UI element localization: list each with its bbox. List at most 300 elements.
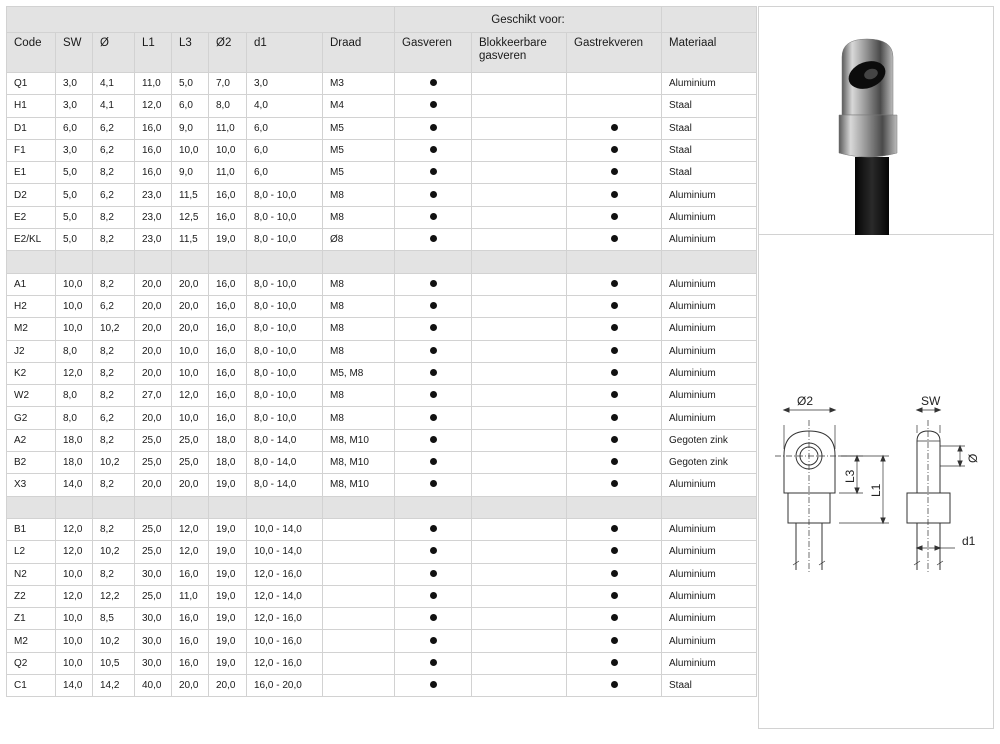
cell-d1: 8,0 - 10,0 xyxy=(247,295,323,317)
cell-gastrek xyxy=(567,429,662,451)
cell-code: Q1 xyxy=(7,73,56,95)
column-header: Ø xyxy=(93,33,135,73)
cell-code: M2 xyxy=(7,630,56,652)
cell-dia: 10,2 xyxy=(93,318,135,340)
bullet-icon xyxy=(611,280,618,287)
cell-sw: 10,0 xyxy=(56,608,93,630)
cell-l3: 9,0 xyxy=(172,162,209,184)
cell-materiaal: Aluminium xyxy=(662,630,757,652)
bullet-icon xyxy=(430,681,437,688)
cell-materiaal: Aluminium xyxy=(662,229,757,251)
table-row xyxy=(7,652,757,674)
cell-materiaal: Aluminium xyxy=(662,184,757,206)
cell-gasveren xyxy=(395,652,472,674)
cell-gastrek xyxy=(567,162,662,184)
cell-d2: 19,0 xyxy=(209,541,247,563)
cell-gastrek xyxy=(567,273,662,295)
cell-d1: 4,0 xyxy=(247,95,323,117)
cell-d2: 16,0 xyxy=(209,184,247,206)
cell-materiaal: Aluminium xyxy=(662,273,757,295)
cell-l1: 25,0 xyxy=(135,452,172,474)
cell-gasveren xyxy=(395,518,472,540)
table-row xyxy=(7,95,757,117)
bullet-icon xyxy=(430,347,437,354)
cell-gasveren xyxy=(395,407,472,429)
bullet-icon xyxy=(430,436,437,443)
cell-blokkeer xyxy=(472,95,567,117)
cell-sw: 5,0 xyxy=(56,184,93,206)
cell-gasveren xyxy=(395,474,472,496)
cell-l3: 12,5 xyxy=(172,206,209,228)
cell-dia: 8,2 xyxy=(93,518,135,540)
cell-gasveren xyxy=(395,675,472,697)
cell-gasveren xyxy=(395,608,472,630)
cell-code: H2 xyxy=(7,295,56,317)
cell-l1: 23,0 xyxy=(135,184,172,206)
cell-dia: 8,2 xyxy=(93,206,135,228)
cell-l3: 10,0 xyxy=(172,139,209,161)
bullet-icon xyxy=(430,191,437,198)
cell-l1: 16,0 xyxy=(135,139,172,161)
cell-dia: 12,2 xyxy=(93,585,135,607)
cell-gasveren xyxy=(395,541,472,563)
cell-draad: M8 xyxy=(323,407,395,429)
cell-draad: M8 xyxy=(323,385,395,407)
cell-l1: 20,0 xyxy=(135,318,172,340)
cell-draad: M8 xyxy=(323,340,395,362)
cell-blokkeer xyxy=(472,318,567,340)
cell-d1: 12,0 - 16,0 xyxy=(247,652,323,674)
cell-gasveren xyxy=(395,206,472,228)
cell-materiaal: Gegoten zink xyxy=(662,452,757,474)
cell-materiaal: Aluminium xyxy=(662,563,757,585)
cell-code: E1 xyxy=(7,162,56,184)
table-row xyxy=(7,385,757,407)
cell-dia: 6,2 xyxy=(93,295,135,317)
cell-gastrek xyxy=(567,117,662,139)
bullet-icon xyxy=(430,235,437,242)
bullet-icon xyxy=(611,614,618,621)
cell-gasveren xyxy=(395,273,472,295)
cell-draad: Ø8 xyxy=(323,229,395,251)
table-row xyxy=(7,407,757,429)
table-row xyxy=(7,184,757,206)
table-row xyxy=(7,162,757,184)
cell-gasveren xyxy=(395,452,472,474)
cell-blokkeer xyxy=(472,630,567,652)
cell-l1: 20,0 xyxy=(135,474,172,496)
bullet-icon xyxy=(611,124,618,131)
cell-blokkeer xyxy=(472,73,567,95)
column-header: L3 xyxy=(172,33,209,73)
bullet-icon xyxy=(611,347,618,354)
cell-gasveren xyxy=(395,184,472,206)
cell-draad: M5 xyxy=(323,117,395,139)
label-dia: Ø xyxy=(966,453,980,463)
bullet-icon xyxy=(430,592,437,599)
cell-dia: 8,2 xyxy=(93,563,135,585)
cell-gasveren xyxy=(395,95,472,117)
table-row xyxy=(7,452,757,474)
cell-d1: 6,0 xyxy=(247,162,323,184)
cell-l1: 30,0 xyxy=(135,608,172,630)
bullet-icon xyxy=(611,681,618,688)
bullet-icon xyxy=(430,213,437,220)
cell-code: X3 xyxy=(7,474,56,496)
column-header: Draad xyxy=(323,33,395,73)
cell-d1: 8,0 - 10,0 xyxy=(247,206,323,228)
cell-code: D1 xyxy=(7,117,56,139)
cell-gastrek xyxy=(567,585,662,607)
cell-d2: 8,0 xyxy=(209,95,247,117)
cell-d2: 19,0 xyxy=(209,630,247,652)
label-sw: SW xyxy=(921,394,941,408)
cell-sw: 10,0 xyxy=(56,563,93,585)
cell-gastrek xyxy=(567,518,662,540)
cell-code: W2 xyxy=(7,385,56,407)
cell-gasveren xyxy=(395,117,472,139)
cell-d2: 10,0 xyxy=(209,139,247,161)
cell-gasveren xyxy=(395,585,472,607)
bullet-icon xyxy=(611,547,618,554)
cell-l1: 20,0 xyxy=(135,295,172,317)
cell-d2: 19,0 xyxy=(209,563,247,585)
bullet-icon xyxy=(430,458,437,465)
cell-d2: 16,0 xyxy=(209,295,247,317)
cell-d1: 8,0 - 10,0 xyxy=(247,340,323,362)
bullet-icon xyxy=(430,391,437,398)
column-header: Ø2 xyxy=(209,33,247,73)
bullet-icon xyxy=(430,101,437,108)
bullet-icon xyxy=(611,302,618,309)
cell-sw: 14,0 xyxy=(56,474,93,496)
table-row xyxy=(7,675,757,697)
label-d2: Ø2 xyxy=(797,394,814,408)
section-separator xyxy=(7,251,757,273)
cell-materiaal: Aluminium xyxy=(662,541,757,563)
cell-gastrek xyxy=(567,541,662,563)
cell-d2: 16,0 xyxy=(209,206,247,228)
cell-code: E2 xyxy=(7,206,56,228)
cell-d1: 12,0 - 16,0 xyxy=(247,608,323,630)
bullet-icon xyxy=(611,458,618,465)
cell-blokkeer xyxy=(472,474,567,496)
bullet-icon xyxy=(611,592,618,599)
cell-sw: 12,0 xyxy=(56,585,93,607)
cell-d1: 12,0 - 14,0 xyxy=(247,585,323,607)
cell-code: N2 xyxy=(7,563,56,585)
header-row-group xyxy=(7,7,757,33)
bullet-icon xyxy=(430,414,437,421)
cell-materiaal: Aluminium xyxy=(662,518,757,540)
cell-d1: 8,0 - 10,0 xyxy=(247,407,323,429)
cell-gasveren xyxy=(395,429,472,451)
column-header: SW xyxy=(56,33,93,73)
cell-materiaal: Aluminium xyxy=(662,474,757,496)
cell-blokkeer xyxy=(472,340,567,362)
cell-dia: 10,2 xyxy=(93,541,135,563)
cell-gasveren xyxy=(395,73,472,95)
cell-sw: 5,0 xyxy=(56,162,93,184)
cell-sw: 8,0 xyxy=(56,385,93,407)
cell-dia: 8,2 xyxy=(93,340,135,362)
column-header: Gasveren xyxy=(395,33,472,73)
cell-blokkeer xyxy=(472,585,567,607)
technical-drawing xyxy=(758,235,994,729)
cell-d2: 19,0 xyxy=(209,518,247,540)
cell-d1: 8,0 - 14,0 xyxy=(247,452,323,474)
cell-blokkeer xyxy=(472,563,567,585)
cell-d2: 19,0 xyxy=(209,474,247,496)
cell-sw: 12,0 xyxy=(56,362,93,384)
cell-sw: 8,0 xyxy=(56,407,93,429)
cell-code: B1 xyxy=(7,518,56,540)
cell-l1: 25,0 xyxy=(135,429,172,451)
bullet-icon xyxy=(611,391,618,398)
front-view xyxy=(775,394,889,573)
cell-blokkeer xyxy=(472,362,567,384)
cell-l3: 10,0 xyxy=(172,362,209,384)
bullet-icon xyxy=(430,525,437,532)
cell-draad xyxy=(323,630,395,652)
cell-l3: 20,0 xyxy=(172,295,209,317)
cell-materiaal: Aluminium xyxy=(662,385,757,407)
cell-l3: 5,0 xyxy=(172,73,209,95)
bullet-icon xyxy=(430,570,437,577)
cell-dia: 10,2 xyxy=(93,630,135,652)
table-row xyxy=(7,563,757,585)
cell-sw: 3,0 xyxy=(56,73,93,95)
cell-d2: 16,0 xyxy=(209,385,247,407)
cell-materiaal: Aluminium xyxy=(662,206,757,228)
cell-blokkeer xyxy=(472,184,567,206)
cell-code: L2 xyxy=(7,541,56,563)
cell-l1: 40,0 xyxy=(135,675,172,697)
cell-l3: 20,0 xyxy=(172,318,209,340)
cell-sw: 12,0 xyxy=(56,518,93,540)
cell-l1: 25,0 xyxy=(135,518,172,540)
cell-blokkeer xyxy=(472,675,567,697)
cell-d2: 16,0 xyxy=(209,318,247,340)
cell-blokkeer xyxy=(472,117,567,139)
cell-l1: 23,0 xyxy=(135,229,172,251)
cell-l1: 20,0 xyxy=(135,362,172,384)
cell-dia: 4,1 xyxy=(93,73,135,95)
cell-gastrek xyxy=(567,452,662,474)
cell-materiaal: Gegoten zink xyxy=(662,429,757,451)
header-row xyxy=(7,33,757,73)
cell-materiaal: Aluminium xyxy=(662,362,757,384)
cell-dia: 6,2 xyxy=(93,184,135,206)
cell-gastrek xyxy=(567,318,662,340)
group-header: Geschikt voor: xyxy=(395,7,662,33)
cell-l1: 20,0 xyxy=(135,407,172,429)
bullet-icon xyxy=(611,146,618,153)
cell-draad: M8, M10 xyxy=(323,429,395,451)
cell-l3: 10,0 xyxy=(172,340,209,362)
spec-table xyxy=(6,6,757,697)
cell-sw: 14,0 xyxy=(56,675,93,697)
table-row xyxy=(7,362,757,384)
table-row xyxy=(7,541,757,563)
cell-d1: 8,0 - 14,0 xyxy=(247,474,323,496)
table-row xyxy=(7,585,757,607)
cell-gastrek xyxy=(567,407,662,429)
cell-draad: M8, M10 xyxy=(323,474,395,496)
cell-dia: 10,5 xyxy=(93,652,135,674)
cell-draad: M5 xyxy=(323,139,395,161)
cell-l1: 30,0 xyxy=(135,630,172,652)
cell-draad: M8 xyxy=(323,206,395,228)
table-row xyxy=(7,608,757,630)
cell-gastrek xyxy=(567,340,662,362)
cell-gasveren xyxy=(395,139,472,161)
cell-d1: 8,0 - 10,0 xyxy=(247,184,323,206)
cell-materiaal: Aluminium xyxy=(662,652,757,674)
table-row xyxy=(7,117,757,139)
bullet-icon xyxy=(430,168,437,175)
column-header: L1 xyxy=(135,33,172,73)
bullet-icon xyxy=(430,659,437,666)
cell-draad xyxy=(323,585,395,607)
cell-dia: 8,2 xyxy=(93,229,135,251)
cell-d2: 18,0 xyxy=(209,452,247,474)
table-row xyxy=(7,518,757,540)
cell-sw: 10,0 xyxy=(56,273,93,295)
cell-draad: M4 xyxy=(323,95,395,117)
table-row xyxy=(7,229,757,251)
cell-l1: 12,0 xyxy=(135,95,172,117)
cell-blokkeer xyxy=(472,295,567,317)
cell-draad xyxy=(323,652,395,674)
cell-gastrek xyxy=(567,229,662,251)
label-l1: L1 xyxy=(869,483,883,497)
bullet-icon xyxy=(430,614,437,621)
cell-gasveren xyxy=(395,340,472,362)
cell-draad xyxy=(323,541,395,563)
cell-blokkeer xyxy=(472,273,567,295)
cell-blokkeer xyxy=(472,385,567,407)
cell-d2: 16,0 xyxy=(209,407,247,429)
cell-draad: M8 xyxy=(323,273,395,295)
cell-materiaal: Aluminium xyxy=(662,318,757,340)
cell-gastrek xyxy=(567,362,662,384)
cell-d2: 11,0 xyxy=(209,162,247,184)
column-header: Blokkeerbare gasveren xyxy=(472,33,567,73)
cell-draad: M3 xyxy=(323,73,395,95)
cell-code: Z2 xyxy=(7,585,56,607)
cell-d2: 19,0 xyxy=(209,585,247,607)
cell-code: E2/KL xyxy=(7,229,56,251)
cell-code: J2 xyxy=(7,340,56,362)
bullet-icon xyxy=(611,637,618,644)
bullet-icon xyxy=(430,369,437,376)
cell-code: Q2 xyxy=(7,652,56,674)
cell-gastrek xyxy=(567,652,662,674)
cell-l1: 30,0 xyxy=(135,652,172,674)
bullet-icon xyxy=(611,168,618,175)
bullet-icon xyxy=(611,436,618,443)
eye-fitting-photo xyxy=(759,7,995,236)
cell-materiaal: Aluminium xyxy=(662,585,757,607)
bullet-icon xyxy=(611,659,618,666)
cell-d2: 18,0 xyxy=(209,429,247,451)
column-header: d1 xyxy=(247,33,323,73)
cell-draad: M5 xyxy=(323,162,395,184)
cell-l3: 11,5 xyxy=(172,229,209,251)
cell-l1: 25,0 xyxy=(135,585,172,607)
label-d1: d1 xyxy=(962,534,976,548)
cell-blokkeer xyxy=(472,229,567,251)
bullet-icon xyxy=(611,235,618,242)
cell-gasveren xyxy=(395,563,472,585)
cell-l1: 20,0 xyxy=(135,273,172,295)
product-photo xyxy=(758,6,994,235)
cell-sw: 8,0 xyxy=(56,340,93,362)
cell-draad: M5, M8 xyxy=(323,362,395,384)
cell-d1: 8,0 - 10,0 xyxy=(247,318,323,340)
table-row xyxy=(7,139,757,161)
bullet-icon xyxy=(611,570,618,577)
cell-sw: 10,0 xyxy=(56,652,93,674)
cell-materiaal: Staal xyxy=(662,95,757,117)
cell-gastrek xyxy=(567,184,662,206)
cell-sw: 5,0 xyxy=(56,229,93,251)
cell-blokkeer xyxy=(472,407,567,429)
cell-gastrek xyxy=(567,675,662,697)
cell-l3: 9,0 xyxy=(172,117,209,139)
cell-d2: 7,0 xyxy=(209,73,247,95)
cell-gastrek xyxy=(567,608,662,630)
cell-d2: 19,0 xyxy=(209,229,247,251)
bullet-icon xyxy=(430,637,437,644)
cell-d2: 19,0 xyxy=(209,608,247,630)
bullet-icon xyxy=(430,280,437,287)
cell-sw: 10,0 xyxy=(56,295,93,317)
bullet-icon xyxy=(430,547,437,554)
cell-l1: 23,0 xyxy=(135,206,172,228)
cell-gasveren xyxy=(395,162,472,184)
cell-code: H1 xyxy=(7,95,56,117)
cell-l1: 20,0 xyxy=(135,340,172,362)
table-row xyxy=(7,295,757,317)
cell-d1: 6,0 xyxy=(247,117,323,139)
bullet-icon xyxy=(430,480,437,487)
cell-l3: 25,0 xyxy=(172,429,209,451)
cell-l3: 25,0 xyxy=(172,452,209,474)
cell-draad: M8 xyxy=(323,184,395,206)
cell-gastrek xyxy=(567,385,662,407)
side-view xyxy=(907,394,980,573)
cell-d1: 8,0 - 10,0 xyxy=(247,229,323,251)
cell-dia: 8,2 xyxy=(93,429,135,451)
cell-dia: 8,2 xyxy=(93,362,135,384)
cell-l3: 20,0 xyxy=(172,675,209,697)
cell-gasveren xyxy=(395,295,472,317)
cell-materiaal: Aluminium xyxy=(662,608,757,630)
section-separator xyxy=(7,496,757,518)
cell-blokkeer xyxy=(472,652,567,674)
cell-sw: 5,0 xyxy=(56,206,93,228)
cell-d1: 8,0 - 10,0 xyxy=(247,362,323,384)
cell-sw: 10,0 xyxy=(56,318,93,340)
table-row xyxy=(7,206,757,228)
cell-code: D2 xyxy=(7,184,56,206)
bullet-icon xyxy=(430,146,437,153)
cell-gasveren xyxy=(395,229,472,251)
cell-materiaal: Aluminium xyxy=(662,73,757,95)
cell-materiaal: Aluminium xyxy=(662,340,757,362)
